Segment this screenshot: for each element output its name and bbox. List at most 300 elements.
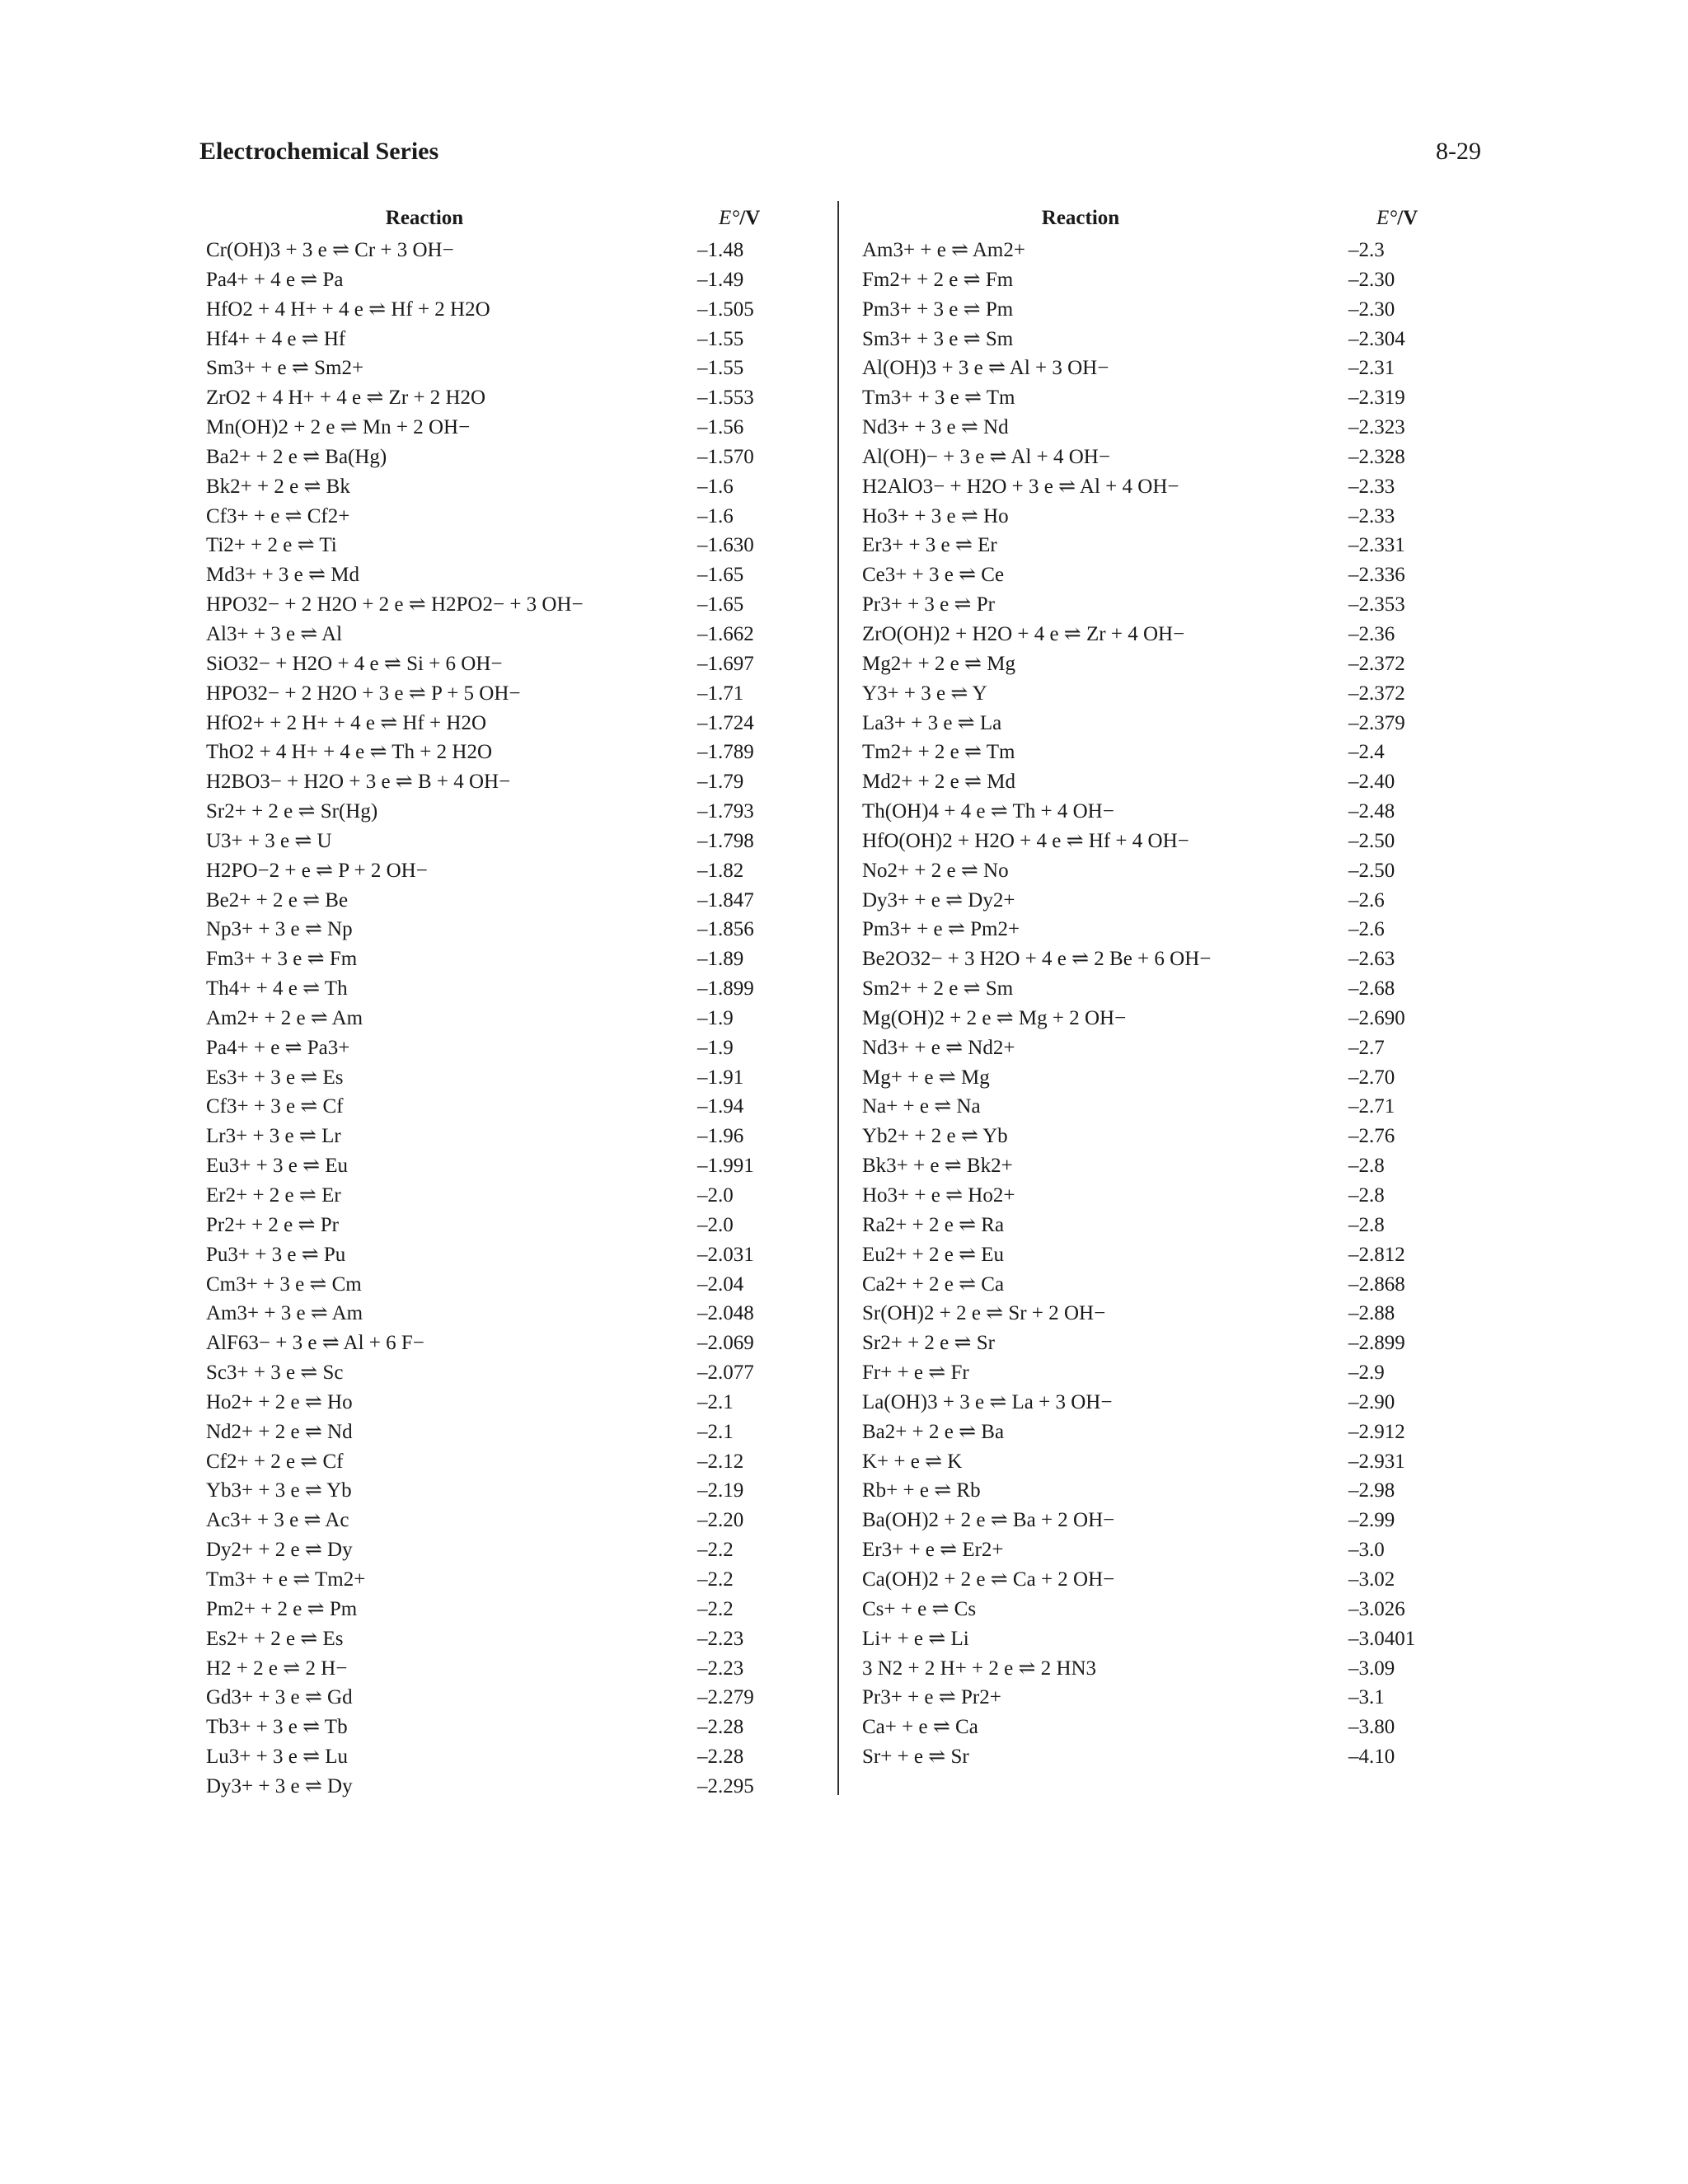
table-row xyxy=(862,1063,1439,1093)
potential-value: –2.048 xyxy=(697,1302,754,1325)
potential-unit: /V xyxy=(739,207,761,229)
table-row xyxy=(862,1535,1439,1565)
potential-value: –2.36 xyxy=(1348,622,1395,645)
reaction-equation: Cf3+ + e ⇌ Cf2+ xyxy=(206,504,350,527)
reaction-equation: Ca+ + e ⇌ Ca xyxy=(862,1716,978,1739)
table-row xyxy=(862,1476,1439,1506)
potential-value: –2.48 xyxy=(1348,800,1395,823)
reaction-equation: HPO32− + 2 H2O + 3 e ⇌ P + 5 OH− xyxy=(206,682,521,705)
potential-value: –4.10 xyxy=(1348,1746,1395,1769)
page-number: 8-29 xyxy=(1436,138,1481,165)
reaction-equation: Pm3+ + e ⇌ Pm2+ xyxy=(862,918,1020,941)
reaction-equation: 3 N2 + 2 H+ + 2 e ⇌ 2 HN3 xyxy=(862,1657,1097,1680)
table-row xyxy=(862,886,1439,916)
reaction-equation: Be2+ + 2 e ⇌ Be xyxy=(206,888,349,912)
potential-value: –2.077 xyxy=(697,1361,754,1385)
potential-value: –1.65 xyxy=(697,593,744,616)
potential-value: –2.069 xyxy=(697,1332,754,1355)
table-left xyxy=(206,201,767,1802)
reaction-equation: Md3+ + 3 e ⇌ Md xyxy=(206,564,359,587)
reaction-equation: H2PO−2 + e ⇌ P + 2 OH− xyxy=(206,859,428,882)
potential-value: –2.323 xyxy=(1348,416,1405,439)
reaction-equation: H2AlO3− + H2O + 3 e ⇌ Al + 4 OH− xyxy=(862,475,1179,498)
table-row xyxy=(862,1624,1439,1654)
reaction-equation: Mn(OH)2 + 2 e ⇌ Mn + 2 OH− xyxy=(206,416,471,439)
potential-value: –1.79 xyxy=(697,771,744,794)
potential-value: –3.0 xyxy=(1348,1539,1385,1562)
potential-value: –3.80 xyxy=(1348,1716,1395,1739)
table-row xyxy=(206,531,767,560)
reaction-equation: AlF63− + 3 e ⇌ Al + 6 F− xyxy=(206,1332,424,1355)
table-row xyxy=(206,1418,767,1447)
potential-value: –2.76 xyxy=(1348,1125,1395,1148)
table-row xyxy=(862,443,1439,472)
reaction-equation: Es3+ + 3 e ⇌ Es xyxy=(206,1066,344,1089)
reaction-equation: Tm2+ + 2 e ⇌ Tm xyxy=(862,741,1015,764)
potential-value: –2.63 xyxy=(1348,948,1395,971)
potential-value: –2.295 xyxy=(697,1774,754,1797)
page-title: Electrochemical Series xyxy=(199,138,439,165)
table-row xyxy=(862,944,1439,974)
table-row xyxy=(206,1742,767,1772)
potential-value: –2.30 xyxy=(1348,268,1395,291)
table-row xyxy=(206,915,767,944)
reaction-equation: SiO32− + H2O + 4 e ⇌ Si + 6 OH− xyxy=(206,652,503,675)
reaction-equation: Pa4+ + e ⇌ Pa3+ xyxy=(206,1036,350,1059)
potential-value: –2.40 xyxy=(1348,771,1395,794)
reaction-equation: ThO2 + 4 H+ + 4 e ⇌ Th + 2 H2O xyxy=(206,741,492,764)
potential-value: –2.19 xyxy=(697,1479,744,1502)
reaction-equation: Ca2+ + 2 e ⇌ Ca xyxy=(862,1272,1005,1296)
table-row xyxy=(862,649,1439,679)
potential-value: –1.570 xyxy=(697,445,754,468)
reaction-equation: Pr2+ + 2 e ⇌ Pr xyxy=(206,1213,339,1236)
potential-value: –1.96 xyxy=(697,1125,744,1148)
reaction-equation: Fr+ + e ⇌ Fr xyxy=(862,1361,969,1385)
table-row xyxy=(206,354,767,383)
reaction-equation: Th4+ + 4 e ⇌ Th xyxy=(206,977,348,1001)
table-row xyxy=(206,1624,767,1654)
reaction-equation: Pu3+ + 3 e ⇌ Pu xyxy=(206,1243,346,1266)
reaction-equation: Sr2+ + 2 e ⇌ Sr(Hg) xyxy=(206,800,378,823)
reaction-equation: Al(OH)− + 3 e ⇌ Al + 4 OH− xyxy=(862,445,1110,468)
potential-value: –2.30 xyxy=(1348,298,1395,321)
potential-value: –1.856 xyxy=(697,918,754,941)
potential-value: –2.8 xyxy=(1348,1155,1385,1178)
table-row xyxy=(206,1654,767,1684)
table-header xyxy=(862,201,1439,236)
reaction-equation: Ho3+ + e ⇌ Ho2+ xyxy=(862,1184,1015,1207)
reaction-equation: Ca(OH)2 + 2 e ⇌ Ca + 2 OH− xyxy=(862,1568,1115,1591)
table-row xyxy=(206,1063,767,1093)
table-row xyxy=(862,915,1439,944)
table-row xyxy=(206,886,767,916)
reaction-equation: Ac3+ + 3 e ⇌ Ac xyxy=(206,1509,349,1532)
potential-value: –1.55 xyxy=(697,357,744,380)
potential-value: –1.630 xyxy=(697,534,754,557)
reaction-equation: Tm3+ + e ⇌ Tm2+ xyxy=(206,1568,366,1591)
reaction-equation: Dy2+ + 2 e ⇌ Dy xyxy=(206,1539,353,1562)
table-row xyxy=(206,1092,767,1122)
table-row xyxy=(862,413,1439,443)
reaction-equation: La3+ + 3 e ⇌ La xyxy=(862,711,1002,734)
potential-value: –2.2 xyxy=(697,1597,734,1620)
table-row xyxy=(862,1151,1439,1181)
table-row xyxy=(862,1447,1439,1477)
potential-value: –1.9 xyxy=(697,1036,734,1059)
potential-value: –1.6 xyxy=(697,475,734,498)
table-row xyxy=(206,1270,767,1300)
reaction-equation: Sm2+ + 2 e ⇌ Sm xyxy=(862,977,1014,1001)
table-row xyxy=(206,265,767,295)
reaction-equation: Th(OH)4 + 4 e ⇌ Th + 4 OH− xyxy=(862,800,1114,823)
table-row xyxy=(862,856,1439,886)
column-header-potential xyxy=(1376,201,1418,236)
reaction-equation: Cs+ + e ⇌ Cs xyxy=(862,1597,977,1620)
table-row xyxy=(206,620,767,649)
potential-symbol: E° xyxy=(719,207,740,229)
reaction-equation: Am3+ + e ⇌ Am2+ xyxy=(862,239,1025,261)
reaction-equation: Li+ + e ⇌ Li xyxy=(862,1627,969,1650)
table-right xyxy=(862,201,1439,1772)
reaction-equation: Nd3+ + e ⇌ Nd2+ xyxy=(862,1036,1015,1059)
reaction-equation: Be2O32− + 3 H2O + 4 e ⇌ 2 Be + 6 OH− xyxy=(862,948,1212,971)
table-row xyxy=(206,1535,767,1565)
reaction-equation: Pm3+ + 3 e ⇌ Pm xyxy=(862,298,1014,321)
potential-value: –3.1 xyxy=(1348,1686,1385,1709)
table-row xyxy=(206,383,767,413)
column-header-potential xyxy=(719,201,760,236)
reaction-equation: La(OH)3 + 3 e ⇌ La + 3 OH− xyxy=(862,1390,1113,1413)
table-row xyxy=(862,709,1439,738)
potential-value: –2.328 xyxy=(1348,445,1405,468)
reaction-equation: Mg2+ + 2 e ⇌ Mg xyxy=(862,652,1015,675)
table-row xyxy=(862,1004,1439,1033)
potential-value: –2.1 xyxy=(697,1390,734,1413)
potential-value: –2.9 xyxy=(1348,1361,1385,1385)
table-row xyxy=(206,709,767,738)
table-row xyxy=(862,1329,1439,1358)
potential-value: –2.31 xyxy=(1348,357,1395,380)
potential-value: –1.49 xyxy=(697,268,744,291)
potential-value: –2.23 xyxy=(697,1657,744,1680)
table-row xyxy=(206,679,767,709)
table-row xyxy=(206,1299,767,1329)
table-row xyxy=(206,236,767,265)
potential-value: –2.899 xyxy=(1348,1332,1405,1355)
potential-value: –2.912 xyxy=(1348,1420,1405,1443)
potential-value: –2.7 xyxy=(1348,1036,1385,1059)
reaction-equation: Sr(OH)2 + 2 e ⇌ Sr + 2 OH− xyxy=(862,1302,1106,1325)
reaction-equation: No2+ + 2 e ⇌ No xyxy=(862,859,1009,882)
reaction-equation: Ce3+ + 3 e ⇌ Ce xyxy=(862,564,1005,587)
table-row xyxy=(206,1595,767,1624)
potential-value: –1.9 xyxy=(697,1006,734,1029)
table-row xyxy=(862,265,1439,295)
reaction-equation: Sc3+ + 3 e ⇌ Sc xyxy=(206,1361,344,1385)
table-row xyxy=(862,1181,1439,1211)
reaction-equation: Np3+ + 3 e ⇌ Np xyxy=(206,918,353,941)
table-row xyxy=(862,1713,1439,1742)
reaction-equation: H2 + 2 e ⇌ 2 H− xyxy=(206,1657,348,1680)
potential-value: –2.6 xyxy=(1348,918,1385,941)
table-row xyxy=(206,1683,767,1713)
reaction-equation: Pm2+ + 2 e ⇌ Pm xyxy=(206,1597,358,1620)
potential-value: –1.553 xyxy=(697,387,754,410)
table-row xyxy=(862,1595,1439,1624)
potential-value: –2.23 xyxy=(697,1627,744,1650)
reaction-equation: Fm3+ + 3 e ⇌ Fm xyxy=(206,948,358,971)
reaction-equation: Eu3+ + 3 e ⇌ Eu xyxy=(206,1155,349,1178)
reaction-equation: Mg(OH)2 + 2 e ⇌ Mg + 2 OH− xyxy=(862,1006,1127,1029)
table-row xyxy=(206,325,767,354)
reaction-equation: Cf3+ + 3 e ⇌ Cf xyxy=(206,1095,344,1118)
reaction-equation: Ho2+ + 2 e ⇌ Ho xyxy=(206,1390,353,1413)
potential-value: –1.89 xyxy=(697,948,744,971)
reaction-equation: H2BO3− + H2O + 3 e ⇌ B + 4 OH− xyxy=(206,771,511,794)
potential-value: –2.12 xyxy=(697,1450,744,1473)
reaction-equation: Nd2+ + 2 e ⇌ Nd xyxy=(206,1420,353,1443)
table-row xyxy=(206,1713,767,1742)
potential-value: –1.899 xyxy=(697,977,754,1001)
table-row xyxy=(862,827,1439,856)
potential-unit: /V xyxy=(1397,207,1418,229)
potential-value: –2.319 xyxy=(1348,387,1405,410)
reaction-equation: Ti2+ + 2 e ⇌ Ti xyxy=(206,534,337,557)
table-row xyxy=(206,1565,767,1595)
reaction-equation: Er2+ + 2 e ⇌ Er xyxy=(206,1184,341,1207)
table-row xyxy=(862,590,1439,620)
table-row xyxy=(862,325,1439,354)
table-row xyxy=(206,1329,767,1358)
reaction-equation: Lu3+ + 3 e ⇌ Lu xyxy=(206,1746,349,1769)
table-row xyxy=(206,1506,767,1535)
potential-value: –2.2 xyxy=(697,1539,734,1562)
reaction-equation: Ba2+ + 2 e ⇌ Ba xyxy=(862,1420,1005,1443)
reaction-equation: Rb+ + e ⇌ Rb xyxy=(862,1479,981,1502)
table-row xyxy=(206,1388,767,1418)
reaction-equation: ZrO(OH)2 + H2O + 4 e ⇌ Zr + 4 OH− xyxy=(862,622,1185,645)
reaction-equation: Y3+ + 3 e ⇌ Y xyxy=(862,682,987,705)
column-header-reaction: Reaction xyxy=(1041,207,1120,229)
reaction-equation: Am2+ + 2 e ⇌ Am xyxy=(206,1006,363,1029)
table-row xyxy=(206,856,767,886)
reaction-equation: Bk3+ + e ⇌ Bk2+ xyxy=(862,1155,1013,1178)
potential-value: –2.304 xyxy=(1348,327,1405,350)
reaction-equation: Dy3+ + e ⇌ Dy2+ xyxy=(862,888,1015,912)
reaction-equation: Yb3+ + 3 e ⇌ Yb xyxy=(206,1479,352,1502)
table-row xyxy=(206,1772,767,1802)
table-row xyxy=(206,295,767,325)
reaction-equation: Fm2+ + 2 e ⇌ Fm xyxy=(862,268,1014,291)
reaction-equation: Bk2+ + 2 e ⇌ Bk xyxy=(206,475,350,498)
potential-value: –1.789 xyxy=(697,741,754,764)
page-header xyxy=(199,134,1481,170)
table-row xyxy=(862,383,1439,413)
table-row xyxy=(862,295,1439,325)
potential-value: –2.379 xyxy=(1348,711,1405,734)
table-row xyxy=(862,560,1439,590)
potential-value: –2.8 xyxy=(1348,1184,1385,1207)
table-row xyxy=(862,531,1439,560)
table-row xyxy=(206,1151,767,1181)
reaction-equation: Ba(OH)2 + 2 e ⇌ Ba + 2 OH− xyxy=(862,1509,1115,1532)
reaction-equation: Sm3+ + 3 e ⇌ Sm xyxy=(862,327,1014,350)
table-row xyxy=(206,1122,767,1151)
reaction-equation: Hf4+ + 4 e ⇌ Hf xyxy=(206,327,346,350)
table-row xyxy=(206,944,767,974)
potential-value: –2.279 xyxy=(697,1686,754,1709)
table-row xyxy=(862,1299,1439,1329)
potential-value: –2.6 xyxy=(1348,888,1385,912)
table-row xyxy=(862,236,1439,265)
reaction-equation: Pr3+ + e ⇌ Pr2+ xyxy=(862,1686,1001,1709)
table-row xyxy=(862,1742,1439,1772)
potential-value: –2.372 xyxy=(1348,682,1405,705)
potential-value: –2.33 xyxy=(1348,504,1395,527)
potential-value: –2.812 xyxy=(1348,1243,1405,1266)
table-row xyxy=(206,1181,767,1211)
table-row xyxy=(206,1358,767,1388)
potential-value: –2.04 xyxy=(697,1272,744,1296)
potential-value: –2.336 xyxy=(1348,564,1405,587)
reaction-equation: Yb2+ + 2 e ⇌ Yb xyxy=(862,1125,1008,1148)
potential-value: –2.2 xyxy=(697,1568,734,1591)
table-header xyxy=(206,201,767,236)
potential-value: –2.70 xyxy=(1348,1066,1395,1089)
potential-value: –1.793 xyxy=(697,800,754,823)
potential-value: –2.28 xyxy=(697,1716,744,1739)
table-row xyxy=(862,1092,1439,1122)
potential-value: –1.48 xyxy=(697,239,744,261)
potential-value: –2.690 xyxy=(1348,1006,1405,1029)
potential-value: –1.662 xyxy=(697,622,754,645)
table-row xyxy=(206,413,767,443)
potential-value: –3.026 xyxy=(1348,1597,1405,1620)
reaction-equation: K+ + e ⇌ K xyxy=(862,1450,963,1473)
potential-value: –3.02 xyxy=(1348,1568,1395,1591)
potential-value: –2.90 xyxy=(1348,1390,1395,1413)
table-row xyxy=(862,620,1439,649)
reaction-equation: Mg+ + e ⇌ Mg xyxy=(862,1066,990,1089)
potential-value: –2.031 xyxy=(697,1243,754,1266)
potential-value: –2.8 xyxy=(1348,1213,1385,1236)
potential-value: –2.353 xyxy=(1348,593,1405,616)
table-row xyxy=(862,1565,1439,1595)
reaction-equation: Gd3+ + 3 e ⇌ Gd xyxy=(206,1686,353,1709)
reaction-equation: Ho3+ + 3 e ⇌ Ho xyxy=(862,504,1009,527)
table-row xyxy=(862,1033,1439,1063)
table-row xyxy=(862,1388,1439,1418)
potential-value: –1.991 xyxy=(697,1155,754,1178)
reaction-equation: Sr+ + e ⇌ Sr xyxy=(862,1746,969,1769)
potential-value: –1.847 xyxy=(697,888,754,912)
table-row xyxy=(206,797,767,827)
potential-value: –2.28 xyxy=(697,1746,744,1769)
table-row xyxy=(206,443,767,472)
potential-value: –1.65 xyxy=(697,564,744,587)
table-row xyxy=(206,1033,767,1063)
potential-value: –1.505 xyxy=(697,298,754,321)
potential-symbol: E° xyxy=(1376,207,1398,229)
reaction-equation: HfO2 + 4 H+ + 4 e ⇌ Hf + 2 H2O xyxy=(206,298,490,321)
potential-value: –1.697 xyxy=(697,652,754,675)
table-row xyxy=(862,679,1439,709)
reaction-equation: Al(OH)3 + 3 e ⇌ Al + 3 OH− xyxy=(862,357,1109,380)
table-row xyxy=(862,1211,1439,1240)
potential-value: –2.20 xyxy=(697,1509,744,1532)
reaction-equation: Cr(OH)3 + 3 e ⇌ Cr + 3 OH− xyxy=(206,239,454,261)
potential-value: –2.33 xyxy=(1348,475,1395,498)
potential-value: –2.71 xyxy=(1348,1095,1395,1118)
reaction-equation: Dy3+ + 3 e ⇌ Dy xyxy=(206,1774,353,1797)
reaction-equation: Cf2+ + 2 e ⇌ Cf xyxy=(206,1450,344,1473)
potential-value: –2.372 xyxy=(1348,652,1405,675)
table-row xyxy=(206,560,767,590)
table-row xyxy=(206,502,767,532)
reaction-equation: Tm3+ + 3 e ⇌ Tm xyxy=(862,387,1015,410)
table-row xyxy=(206,1004,767,1033)
potential-value: –3.09 xyxy=(1348,1657,1395,1680)
potential-value: –2.3 xyxy=(1348,239,1385,261)
potential-value: –1.56 xyxy=(697,416,744,439)
reaction-equation: Ra2+ + 2 e ⇌ Ra xyxy=(862,1213,1005,1236)
table-row xyxy=(862,974,1439,1004)
reaction-equation: Pr3+ + 3 e ⇌ Pr xyxy=(862,593,995,616)
table-row xyxy=(862,1122,1439,1151)
potential-value: –2.99 xyxy=(1348,1509,1395,1532)
potential-value: –2.931 xyxy=(1348,1450,1405,1473)
potential-value: –1.6 xyxy=(697,504,734,527)
table-row xyxy=(862,1418,1439,1447)
table-row xyxy=(862,738,1439,767)
potential-value: –2.88 xyxy=(1348,1302,1395,1325)
reaction-equation: Ba2+ + 2 e ⇌ Ba(Hg) xyxy=(206,445,387,468)
reaction-equation: HfO(OH)2 + H2O + 4 e ⇌ Hf + 4 OH− xyxy=(862,829,1189,852)
reaction-equation: Es2+ + 2 e ⇌ Es xyxy=(206,1627,344,1650)
potential-value: –1.91 xyxy=(697,1066,744,1089)
reaction-equation: ZrO2 + 4 H+ + 4 e ⇌ Zr + 2 H2O xyxy=(206,387,486,410)
table-row xyxy=(206,767,767,797)
reaction-equation: Am3+ + 3 e ⇌ Am xyxy=(206,1302,363,1325)
potential-value: –2.50 xyxy=(1348,859,1395,882)
reaction-equation: Er3+ + e ⇌ Er2+ xyxy=(862,1539,1004,1562)
reaction-equation: U3+ + 3 e ⇌ U xyxy=(206,829,332,852)
table-row xyxy=(206,974,767,1004)
reaction-equation: Al3+ + 3 e ⇌ Al xyxy=(206,622,343,645)
table-row xyxy=(862,1506,1439,1535)
table-row xyxy=(206,1476,767,1506)
reaction-equation: Pa4+ + 4 e ⇌ Pa xyxy=(206,268,344,291)
table-row xyxy=(206,590,767,620)
potential-value: –2.1 xyxy=(697,1420,734,1443)
reaction-equation: Nd3+ + 3 e ⇌ Nd xyxy=(862,416,1009,439)
table-row xyxy=(206,1240,767,1270)
reaction-equation: Eu2+ + 2 e ⇌ Eu xyxy=(862,1243,1005,1266)
reaction-equation: Sr2+ + 2 e ⇌ Sr xyxy=(862,1332,995,1355)
reaction-list xyxy=(206,236,767,1802)
table-row xyxy=(862,797,1439,827)
potential-value: –2.4 xyxy=(1348,741,1385,764)
reaction-list xyxy=(862,236,1439,1772)
table-row xyxy=(862,1683,1439,1713)
potential-value: –2.0 xyxy=(697,1213,734,1236)
table-row xyxy=(862,1654,1439,1684)
table-row xyxy=(862,1240,1439,1270)
potential-value: –2.68 xyxy=(1348,977,1395,1001)
potential-value: –1.55 xyxy=(697,327,744,350)
table-row xyxy=(206,472,767,502)
